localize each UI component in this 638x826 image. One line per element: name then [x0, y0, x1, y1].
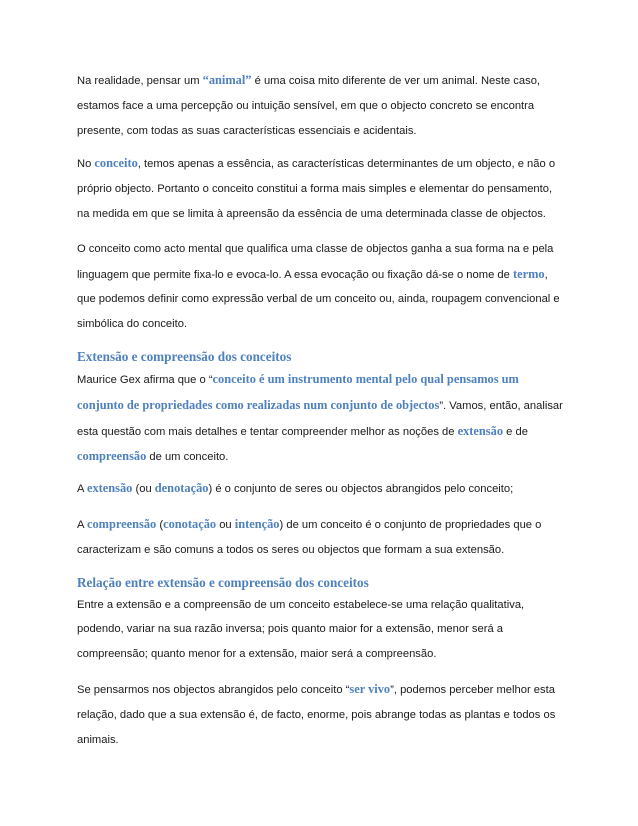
paragraph-compreensao-definition: [77, 512, 567, 563]
paragraph-extensao-definition: [77, 476, 567, 502]
highlight-animal: “animal”: [202, 73, 252, 87]
document-page: [77, 68, 567, 762]
paragraph-conceito: [77, 151, 567, 226]
text: , temos apenas a essência, as características determinantes de um objecto, e não o próprio objecto. Portanto o conceito constitui a forma mais simples e elementar do pensamento, na medida em que se limita à apreensão da essência de uma determinada classe de objectos.: [77, 158, 556, 220]
text: O conceito como acto mental que qualifica uma classe de objectos ganha a sua forma na e pela linguagem que permite fixa-lo e evoca-lo. A essa evocação ou fixação dá-se o nome de: [77, 242, 554, 281]
text: é uma coisa mito diferente de ver um animal. Neste caso, estamos face a uma percepção ou intuição sensível, em que o objecto concreto se encontra presente, com todas as suas características essenciais e acidentais.: [77, 75, 541, 137]
highlight-extensao: extensão: [86, 481, 133, 496]
text: Na realidade, pensar um: [77, 75, 203, 87]
paragraph-maurice-gex: [77, 367, 567, 470]
highlight-ser-vivo: ser vivo: [349, 681, 391, 696]
highlight-quote: conceito é um instrumento mental pelo qual pensamos um conjunto de propriedades como realizadas num conjunto de objectos: [77, 371, 519, 412]
text: Maurice Gex afirma que o “: [77, 373, 213, 386]
highlight-conotacao: conotação: [163, 516, 217, 531]
text: ) é o conjunto de seres ou objectos abrangidos pelo conceito;: [208, 483, 514, 496]
highlight-denotacao: denotação: [154, 481, 209, 496]
paragraph-ser-vivo: [77, 677, 567, 752]
highlight-conceito: conceito: [94, 156, 138, 171]
text: ) de um conceito é o conjunto de propriedades que o caracterizam e são comuns a todos os seres ou objectos que formam a sua extensão.: [77, 518, 542, 556]
text: ou: [216, 518, 235, 531]
text: e de: [503, 425, 528, 438]
paragraph-animal: [77, 68, 567, 143]
paragraph-relacao: [77, 593, 567, 667]
text: A: [77, 483, 87, 496]
paragraph-termo: [77, 237, 567, 337]
section-heading-relacao: Relação entre extensão e compreensão dos conceitos: [77, 574, 369, 590]
text: A: [77, 518, 87, 531]
text: ”, podemos perceber melhor esta relação, dado que a sua extensão é, de facto, enorme, pois abrange todas as plantas e todos os animais.: [77, 683, 556, 746]
highlight-extensao: extensão: [457, 423, 504, 438]
highlight-intencao: intenção: [234, 516, 280, 531]
text: No: [77, 158, 95, 171]
text: (: [156, 518, 164, 531]
text: (ou: [132, 483, 155, 496]
text: de um conceito.: [146, 451, 229, 464]
text: ”. Vamos, então, analisar esta questão com mais detalhes e tentar compreender melhor as noções de: [77, 399, 563, 438]
highlight-compreensao: compreensão: [86, 516, 157, 531]
section-heading-extensao-compreensao: Extensão e compreensão dos conceitos: [77, 348, 292, 364]
highlight-compreensao: compreensão: [77, 449, 147, 464]
text: Se pensarmos nos objectos abrangidos pelo conceito “: [77, 683, 350, 696]
highlight-termo: termo: [512, 266, 545, 281]
text: Entre a extensão e a compreensão de um conceito estabelece-se uma relação qualitativa, podendo, variar na sua razão inversa; pois quanto maior for a extensão, menor será a compreensão; quanto menor for a extensão, maior será a compreensão.: [77, 598, 525, 661]
text: , que podemos definir como expressão verbal de um conceito ou, ainda, roupagem convencional e simbólica do conceito.: [77, 268, 560, 331]
